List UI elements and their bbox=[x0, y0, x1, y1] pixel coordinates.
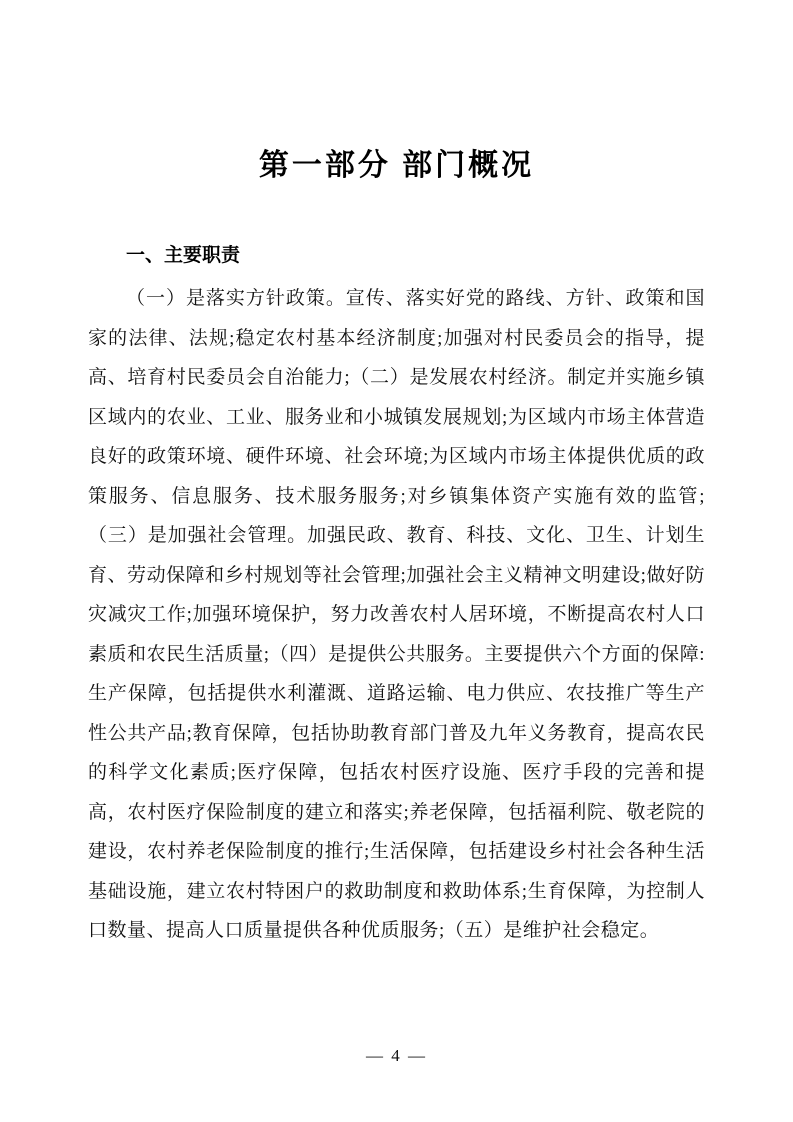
section-heading-main-duties: 一、主要职责 bbox=[126, 245, 241, 266]
page-number: — 4 — bbox=[366, 1046, 427, 1065]
document-title: 第一部分 部门概况 bbox=[258, 149, 535, 182]
body-paragraph: （一）是落实方针政策。宣传、落实好党的路线、方针、政策和国家的法律、法规;稳定农村基本经济制度;加强对村民委员会的指导，提高、培育村民委员会自治能力;（二）是发展农村经济。制定并实施乡镇区域内的农业、工业、服务业和小城镇发展规划;为区域内市场主体营造良好的政策环境、硬件环境、社会环境;为区域内市场主体提供优质的政策服务、信息服务、技术服务服务;对乡镇集体资产实施有效的监管;（三）是加强社会管理。加强民政、教育、科技、文化、卫生、计划生育、劳动保障和乡村规划等社会管理;加强社会主义精神文明建设;做好防灾减灾工作;加强环境保护，努力改善农村人居环境，不断提高农村人口素质和农民生活质量;（四）是提供公共服务。主要提供六个方面的保障:生产保障，包括提供水利灌溉、道路运输、电力供应、农技推广等生产性公共产品;教育保障，包括协助教育部门普及九年义务教育，提高农民的科学文化素质;医疗保障，包括农村医疗设施、医疗手段的完善和提高，农村医疗保险制度的建立和落实;养老保障，包括福利院、敬老院的建设，农村养老保险制度的推行;生活保障，包括建设乡村社会各种生活基础设施，建立农村特困户的救助制度和救助体系;生育保障，为控制人口数量、提高人口质量提供各种优质服务;（五）是维护社会稳定。 bbox=[88, 288, 705, 941]
